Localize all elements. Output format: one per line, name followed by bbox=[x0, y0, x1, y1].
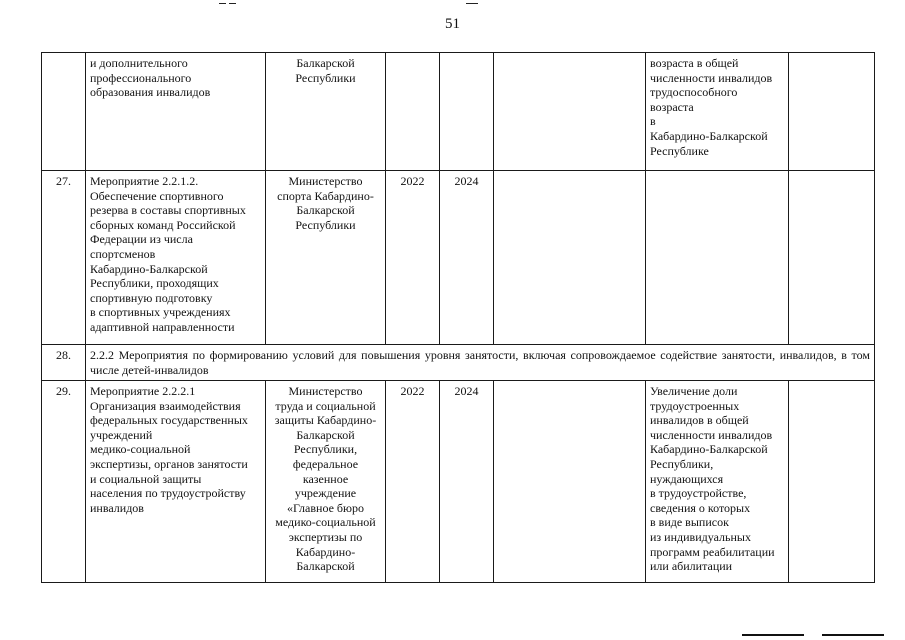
event-cell bbox=[86, 53, 266, 171]
cell-line: Министерство bbox=[288, 384, 363, 398]
scan-artifact-right bbox=[466, 3, 478, 4]
end-year-cell: 2024 bbox=[440, 171, 494, 345]
cell-line: Республики bbox=[295, 70, 356, 85]
cell-line: Республики, проходящих bbox=[90, 276, 219, 291]
cell-line: и социальной защиты bbox=[90, 471, 202, 486]
row-number: 29. bbox=[42, 381, 86, 583]
empty-cell bbox=[494, 381, 646, 583]
scan-rule bbox=[742, 634, 804, 636]
scan-artifact-left-2 bbox=[229, 3, 236, 4]
row-number bbox=[42, 53, 86, 171]
empty-cell bbox=[789, 381, 875, 583]
start-year-cell bbox=[386, 53, 440, 171]
cell-line: в спортивных учреждениях bbox=[90, 305, 231, 320]
empty-cell bbox=[789, 53, 875, 171]
cell-line: из индивидуальных bbox=[650, 529, 751, 544]
row-number: 28. bbox=[42, 345, 86, 381]
cell-line: возраста в общей bbox=[650, 56, 739, 70]
cell-line: и дополнительного bbox=[90, 56, 188, 70]
page-number: 51 bbox=[445, 16, 460, 32]
cell-line: трудоустроенных bbox=[650, 398, 740, 413]
cell-line: Балкарской bbox=[296, 56, 355, 70]
cell-line: казенное bbox=[302, 471, 349, 486]
cell-line: Мероприятие 2.2.1.2. bbox=[90, 174, 199, 188]
cell-line: спорта Кабардино- bbox=[277, 188, 374, 203]
cell-line: в трудоустройстве, bbox=[650, 486, 747, 501]
cell-line: образования инвалидов bbox=[90, 85, 211, 100]
cell-line: федеральное bbox=[292, 456, 359, 471]
cell-line: Кабардино-Балкарской bbox=[90, 261, 208, 276]
cell-line: программ реабилитации bbox=[650, 544, 775, 559]
cell-line: сведения о которых bbox=[650, 500, 751, 515]
section-heading: 2.2.2 Мероприятия по формированию условий для повышения уровня занятости, включая сопровождаемое содействие занятости, инвалидов, в том числе детей-инвалидов bbox=[86, 345, 875, 381]
empty-cell bbox=[494, 53, 646, 171]
cell-line: учреждение bbox=[294, 486, 357, 501]
cell-line: возраста bbox=[650, 99, 694, 114]
empty-cell bbox=[789, 171, 875, 345]
empty-cell bbox=[494, 171, 646, 345]
cell-line: Балкарской bbox=[296, 203, 355, 218]
section-row bbox=[42, 345, 875, 381]
cell-line: нуждающихся bbox=[650, 471, 724, 486]
cell-line: экспертизы по bbox=[288, 529, 363, 544]
indicator-cell bbox=[646, 171, 789, 345]
cell-line: спортивную подготовку bbox=[90, 290, 213, 305]
cell-line: Республики, bbox=[650, 456, 714, 471]
table-row bbox=[42, 171, 875, 345]
cell-line: трудоспособного bbox=[650, 85, 738, 100]
executor-cell bbox=[266, 381, 386, 583]
cell-line: Министерство bbox=[288, 174, 363, 188]
table-row bbox=[42, 53, 875, 171]
cell-line: Республики bbox=[295, 217, 356, 232]
cell-line: инвалидов bbox=[90, 500, 144, 515]
cell-line: Балкарской bbox=[296, 559, 355, 574]
cell-line: Кабардино-Балкарской bbox=[650, 442, 768, 457]
cell-line: «Главное бюро bbox=[287, 500, 364, 515]
cell-line: медико-социальной bbox=[275, 515, 376, 530]
cell-line: Республике bbox=[650, 143, 709, 158]
cell-line: Мероприятие 2.2.2.1 bbox=[90, 384, 196, 398]
cell-line: экспертизы, органов занятости bbox=[90, 456, 248, 471]
table-row bbox=[42, 381, 875, 583]
event-cell bbox=[86, 171, 266, 345]
cell-line: сборных команд Российской bbox=[90, 217, 236, 232]
cell-line: Увеличение доли bbox=[650, 384, 738, 398]
cell-line: Республики, bbox=[293, 442, 358, 457]
executor-cell bbox=[266, 53, 386, 171]
cell-line: учреждений bbox=[90, 427, 153, 442]
cell-line: труда и социальной bbox=[275, 398, 376, 413]
cell-line: Кабардино-Балкарской bbox=[650, 128, 768, 143]
cell-line: Кабардино- bbox=[295, 544, 356, 559]
scan-rule-2 bbox=[822, 634, 884, 636]
indicator-cell bbox=[646, 53, 789, 171]
scan-artifact-left bbox=[219, 3, 226, 4]
cell-line: в bbox=[650, 114, 656, 129]
cell-line: Обеспечение спортивного bbox=[90, 188, 224, 203]
cell-line: в виде выписок bbox=[650, 515, 729, 530]
cell-line: Балкарской bbox=[296, 427, 355, 442]
cell-line: Федерации из числа bbox=[90, 232, 193, 247]
cell-line: защиты Кабардино- bbox=[274, 413, 377, 428]
program-table bbox=[41, 52, 875, 583]
cell-line: спортсменов bbox=[90, 246, 156, 261]
cell-line: или абилитации bbox=[650, 559, 733, 574]
start-year-cell: 2022 bbox=[386, 381, 440, 583]
cell-line: населения по трудоустройству bbox=[90, 486, 246, 501]
cell-line: федеральных государственных bbox=[90, 413, 248, 428]
cell-line: инвалидов в общей bbox=[650, 413, 749, 428]
cell-line: профессионального bbox=[90, 70, 192, 85]
start-year-cell: 2022 bbox=[386, 171, 440, 345]
cell-line: Организация взаимодействия bbox=[90, 398, 241, 413]
cell-line: численности инвалидов bbox=[650, 70, 773, 85]
row-number: 27. bbox=[42, 171, 86, 345]
executor-cell bbox=[266, 171, 386, 345]
cell-line: резерва в составы спортивных bbox=[90, 203, 246, 218]
end-year-cell: 2024 bbox=[440, 381, 494, 583]
end-year-cell bbox=[440, 53, 494, 171]
cell-line: адаптивной направленности bbox=[90, 319, 235, 334]
indicator-cell bbox=[646, 381, 789, 583]
cell-line: численности инвалидов bbox=[650, 427, 773, 442]
cell-line: медико-социальной bbox=[90, 442, 191, 457]
event-cell bbox=[86, 381, 266, 583]
